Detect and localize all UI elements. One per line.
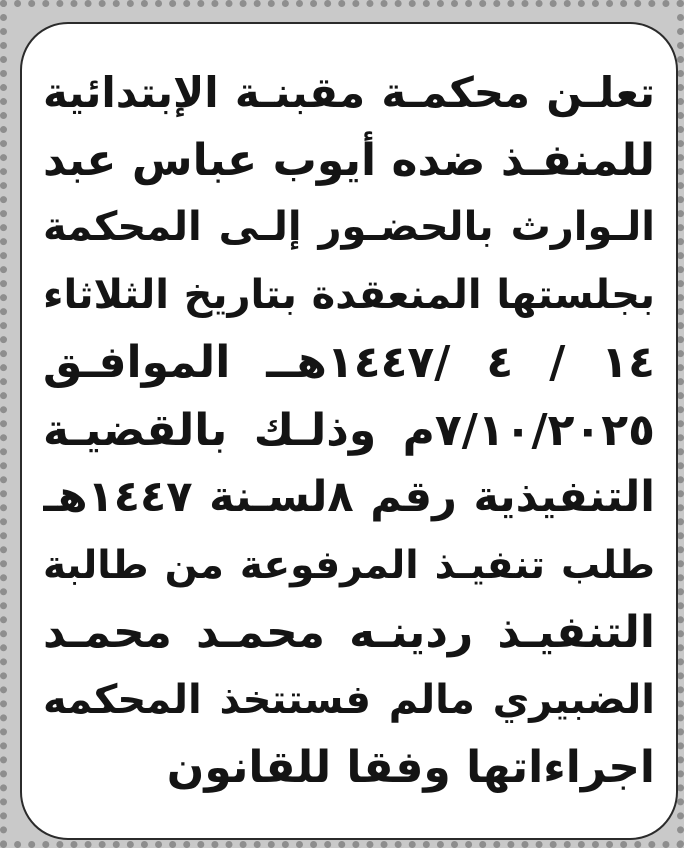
notice-line-11: اجراءاتها وفقا للقانون	[166, 742, 655, 793]
notice-line-4: بجلستها المنعقدة بتاريخ الثلاثاء	[43, 271, 655, 318]
notice-line-3: الـوارث بالحضـور إلـى المحكمة	[43, 204, 655, 250]
notice-line-5: ١٤ / ٤ /١٤٤٧هــ الموافـق	[43, 337, 655, 388]
notice-line-7: التنفيذية رقم ٨لسـنة ١٤٤٧هـ	[43, 472, 655, 522]
court-notice-text	[43, 59, 655, 802]
notice-line-1: تعلـن محكمـة مقبنـة الإبتدائية	[43, 68, 655, 117]
notice-line-9: التنفيـذ ردينـه محمـد محمـد	[43, 607, 655, 658]
notice-line-8: طلب تنفيـذ المرفوعة من طالبة	[43, 542, 655, 588]
notice-line-10: الضبيري مالم فستتخذ المحكمه	[43, 676, 655, 723]
notice-line-6: ٧/١٠/٢٠٢٥م وذلـك بالقضيـة	[43, 404, 655, 456]
notice-line-2: للمنفـذ ضده أيوب عباس عبد	[43, 134, 655, 186]
